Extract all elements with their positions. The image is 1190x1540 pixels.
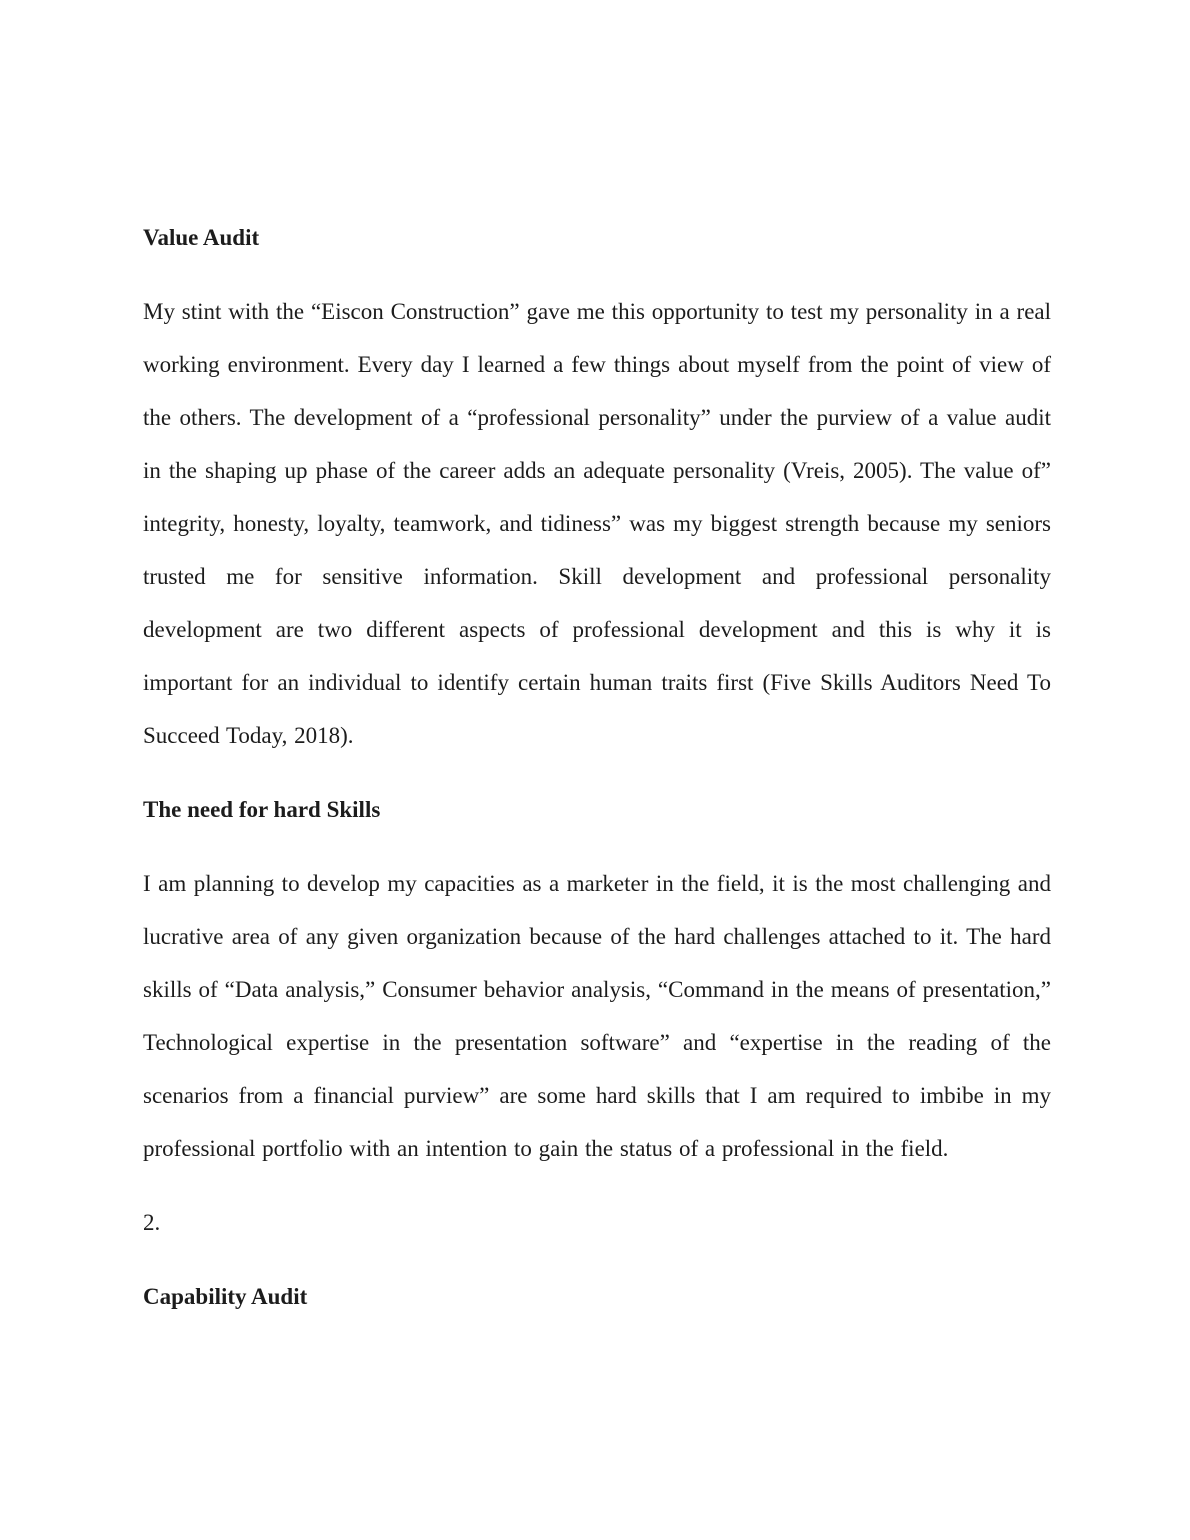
paragraph-value-audit: My stint with the “Eiscon Construction” gave me this opportunity to test my personality in a real working environment. Every day I learned a few things about myself from the point of view of the others. The development of a “professional personality” under the purview of a value audit in the shaping up phase of the career adds an adequate personality (Vreis, 2005). The value of” integrity, honesty, loyalty, teamwork, and tidiness” was my biggest strength because my seniors trusted me for sensitive information. Skill development and professional personality development are two different aspects of professional development and this is why it is important for an individual to identify certain human traits first (Five Skills Auditors Need To Succeed Today, 2018). (143, 299, 1051, 748)
paragraph-hard-skills: I am planning to develop my capacities as a marketer in the field, it is the most challenging and lucrative area of any given organization because of the hard challenges attached to it. The hard skills of “Data analysis,” Consumer behavior analysis, “Command in the means of presentation,” Technological expertise in the presentation software” and “expertise in the reading of the scenarios from a financial purview” are some hard skills that I am required to imbibe in my professional portfolio with an intention to gain the status of a professional in the field. (143, 871, 1051, 1161)
heading-need-for-hard-skills: The need for hard Skills (143, 797, 381, 822)
list-number-2: 2. (143, 1210, 161, 1235)
heading-capability-audit: Capability Audit (143, 1284, 308, 1309)
heading-value-audit: Value Audit (143, 225, 260, 250)
